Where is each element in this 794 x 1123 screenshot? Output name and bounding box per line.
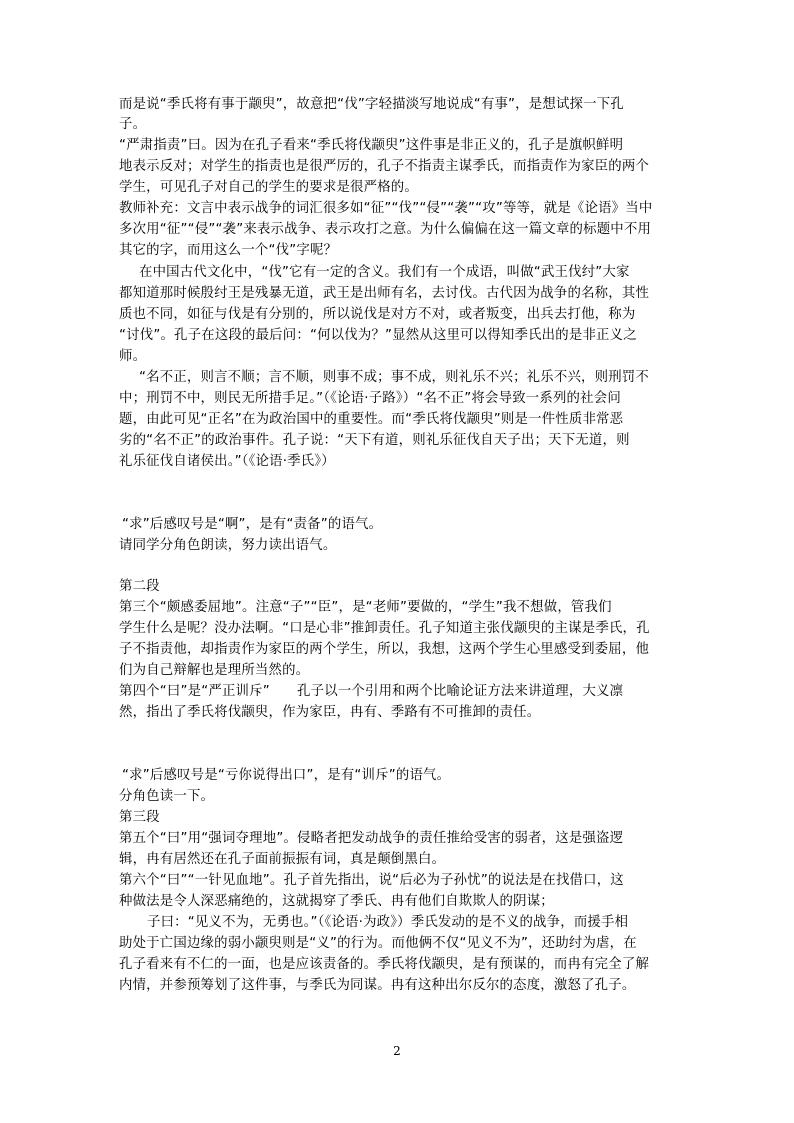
text-line: 辑，冉有居然还在孔子面前振振有词，真是颠倒黑白。 (119, 852, 446, 867)
text-line: 第五个“曰”用“强词夺理地”。侵略者把发动战争的责任推给受害的弱者，这是强盗逻 (119, 831, 624, 846)
text-line: 孔子看来有不仁的一面，也是应该责备的。季氏将伐颛臾，是有预谋的，而冉有完全了解 (119, 957, 650, 972)
text-line: “严肃指责”曰。因为在孔子看来“季氏将伐颛臾”这件事是非正义的，孔子是旗帜鲜明 (119, 138, 624, 153)
text-line: “名不正，则言不顺；言不顺，则事不成；事不成，则礼乐不兴；礼乐不兴，则刑罚不 (139, 370, 649, 385)
page-number: 2 (393, 1044, 401, 1058)
text-line: 多次用“征”“侵”“袭”来表示战争、表示攻打之意。为什么偏偏在这一篇文章的标题中不用 (119, 222, 652, 237)
text-line: 然，指出了季氏将伐颛臾，作为家臣，冉有、季路有不可推卸的责任。 (119, 705, 541, 720)
text-line: 其它的字，而用这么一个“伐”字呢？ (119, 243, 338, 258)
section-heading: 第三段 (119, 810, 160, 825)
text-line: 地表示反对；对学生的指责也是很严厉的，孔子不指责主谋季氏，而指责作为家臣的两个 (119, 159, 650, 174)
text-line: 子不指责他，却指责作为家臣的两个学生，所以，我想，这两个学生心里感受到委屈，他 (119, 642, 650, 657)
text-line: 都知道那时候殷纣王是残暴无道，武王是出师有名，去讨伐。古代因为战争的名称，其性 (119, 286, 650, 301)
text-line: 而是说“季氏将有事于颛臾”，故意把“伐”字轻描淡写地说成“有事”，是想试探一下孔 (119, 97, 624, 112)
text-line: 内情，并参预筹划了这件事，与季氏为同谋。冉有这种出尔反尔的态度，激怒了孔子。 (119, 978, 636, 993)
text-line: “讨伐”。孔子在这段的最后问：“何以伐为？”显然从这里可以得知季氏出的是非正义之 (119, 328, 637, 343)
text-line: 中；刑罚不中，则民无所措手足。”（《论语·子路》）“名不正”将会导致一系列的社会问 (119, 391, 621, 406)
text-line: 种做法是令人深恶痛绝的，这就揭穿了季氏、冉有他们自欺欺人的阴谋； (119, 894, 554, 909)
text-line: 第三个“颇感委屈地”。注意“子”“臣”，是“老师”要做的，“学生”我不想做，管我们 (119, 600, 612, 615)
text-line: 教师补充：文言中表示战争的词汇很多如“征”“伐”“侵”“袭”“攻”等等，就是《论语》当中 (119, 201, 653, 216)
text-line: 们为自己辩解也是理所当然的。 (119, 663, 310, 678)
text-line: 子。 (119, 117, 147, 132)
text-line: 助处于亡国边缘的弱小颛臾则是“义”的行为。而他俩不仅“见义不为”，还助纣为虐，在 (119, 936, 637, 951)
text-line: 礼乐征伐自诸侯出。”（《论语·季氏》） (119, 454, 335, 469)
text-line: 第六个“曰”“一针见血地”。孔子首先指出，说“后必为子孙忧”的说法是在找借口，这 (119, 873, 624, 888)
section-heading: 第二段 (119, 579, 160, 594)
text-line: 学生，可见孔子对自己的学生的要求是很严格的。 (119, 180, 418, 195)
text-line: “求”后感叹号是“啊”，是有“责备”的语气。 (122, 517, 383, 532)
text-line: 在中国古代文化中，“伐”它有一定的含义。我们有一个成语，叫做“武王伐纣”大家 (139, 265, 630, 280)
text-line: 劣的“名不正”的政治事件。孔子说：“天下有道，则礼乐征伐自天子出；天下无道，则 (119, 433, 630, 448)
text-line: 第四个“曰”是“严正训斥” 孔子以一个引用和两个比喻论证方法来讲道理，大义凛 (119, 684, 624, 699)
text-line: 分角色读一下。 (119, 789, 215, 804)
text-line: 题，由此可见“正名”在为政治国中的重要性。而“季氏将伐颛臾”则是一件性质非常恶 (119, 412, 624, 427)
text-line: 质也不同，如征与伐是有分别的，所以说伐是对方不对，或者叛变，出兵去打他，称为 (119, 307, 636, 322)
text-line: 师。 (119, 349, 147, 364)
text-line: 请同学分角色朗读，努力读出语气。 (119, 538, 337, 553)
text-line: “求”后感叹号是“亏你说得出口”，是有“训斥”的语气。 (122, 768, 451, 783)
text-line: 子曰：“见义不为，无勇也。”（《论语·为政》）季氏发动的是不义的战争，而援手相 (147, 915, 629, 930)
text-line: 学生什么是呢？没办法啊。“口是心非”推卸责任。孔子知道主张伐颛臾的主谋是季氏，孔 (119, 621, 650, 636)
